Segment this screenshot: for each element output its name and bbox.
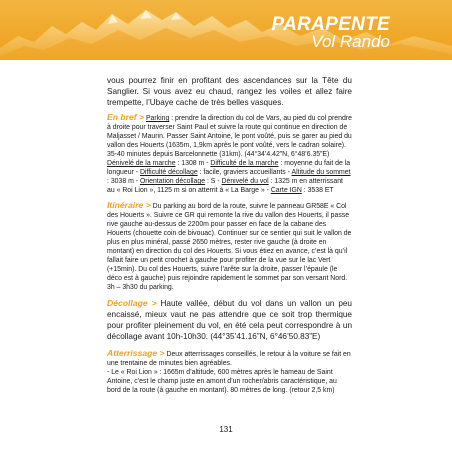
parking-label: Parking xyxy=(145,115,170,123)
decollage-text: Haute vallée, début du vol dans un vallon un peu encaissé, mieux vaut ne pas attendre que ce soit trop thermique pour profiter pleinement du vol, en été cela peut correspondre à un décollage avant 10h-10h30. (44°35’41.16”N, 6°46’50.83”E) xyxy=(107,299,352,341)
en-bref-text: : 1308 m - xyxy=(175,160,211,168)
itineraire-section xyxy=(107,201,352,292)
section-title: PARAPENTE xyxy=(271,14,390,35)
orientation-decollage-label: Orientation décollage xyxy=(139,178,206,186)
en-bref-text: : facile, graviers accueillants - xyxy=(197,169,292,177)
en-bref-text: : moyenne du fait de la longueur - xyxy=(107,160,351,177)
atterrissage-section xyxy=(107,349,352,395)
section-subtitle: Vol Rando xyxy=(311,32,390,51)
denivele-marche-label: Dénivelé de la marche xyxy=(107,160,176,168)
page-header-banner xyxy=(0,0,452,60)
page-number: 131 xyxy=(219,425,233,434)
difficulte-marche-label: Difficulté de la marche xyxy=(210,160,279,168)
en-bref-text: : S - xyxy=(205,178,222,186)
denivele-vol-label: Dénivelé du vol xyxy=(221,178,269,186)
en-bref-text: : 3038 m - xyxy=(107,178,140,186)
atterrissage-text: Deux atterrissages conseillés, le retour à la voiture se fait en une trentaine de minutes bien agréables. xyxy=(107,350,351,367)
en-bref-text: : 1325 m en atterrissant au « Roi Lion », 1125 m si on atterrit à « La Barge » - xyxy=(107,178,343,195)
atterrissage-item: - Le « Roi Lion » : 1665m d’altitude, 600 mètres après le hameau de Saint Antoine, c’est le champ juste en amont d’un rocher/abris caractéristique, au bord de la route (à gauche en montant). 80 mètres de long. (retour 2,5 km) xyxy=(107,368,337,394)
article-body xyxy=(107,76,352,401)
decollage-section xyxy=(107,298,352,342)
en-bref-text: : prendre la direction du col de Vars, au pied du col prendre à droite pour traverser Saint Paul et suivre la route qui continue en direction de Maljasset / Maurin. Passer Saint Antoine, le pont voûté, puis se garer au pied du vallon des Houerts (1635m, 1,9km après le pont voûté, vers le cadran solaire). 35-40 minutes depuis Barcelonnette (31km). (44°34’4.42”N, 6°48’6.35”E) xyxy=(107,115,352,159)
difficulte-decollage-label: Difficulté décollage xyxy=(139,169,198,177)
en-bref-section xyxy=(107,113,352,195)
decollage-heading: Décollage > xyxy=(107,298,157,309)
itineraire-text: Du parking au bord de la route, suivre le panneau GR58E « Col des Houerts ». Suivre ce GR qui remonte la rive du vallon des Houerts, il passe rive gauche au-dessus de 2200m pour passer en face de la cabane des Houerts (chouette coin de bivouac). Continuer sur ce sentier qui suit le vallon de plus en plus minéral, passé 2650 mètres, rester rive gauche (à droite en montant) en direction du col des Houerts. Si vous étiez en avance, c’est là qu’il fallait faire un petit crochet à gauche pour profiter de la vue sur le lac Vert (+15min). Du col des Houerts, suivre l’arête sur la droite, passer l’épaule (le déco est à gauche) puis rejoindre rapidement le sommet par son versant Nord. 3h – 3h30 du parking. xyxy=(107,203,352,292)
itineraire-heading: Itinéraire > xyxy=(107,200,151,211)
altitude-sommet-label: Altitude du sommet xyxy=(291,169,351,177)
atterrissage-heading: Atterrissage > xyxy=(107,347,165,358)
carte-ign-label: Carte IGN xyxy=(270,187,302,195)
en-bref-text: : 3538 ET xyxy=(301,187,334,195)
en-bref-heading: En bref > xyxy=(107,112,145,123)
intro-paragraph: vous pourrez finir en profitant des ascendances sur la Tête du Sanglier. Si vous avez eu chaud, rangez les voiles et allez faire trempette, l’Ubaye cache de très belles vasques. xyxy=(107,76,352,107)
